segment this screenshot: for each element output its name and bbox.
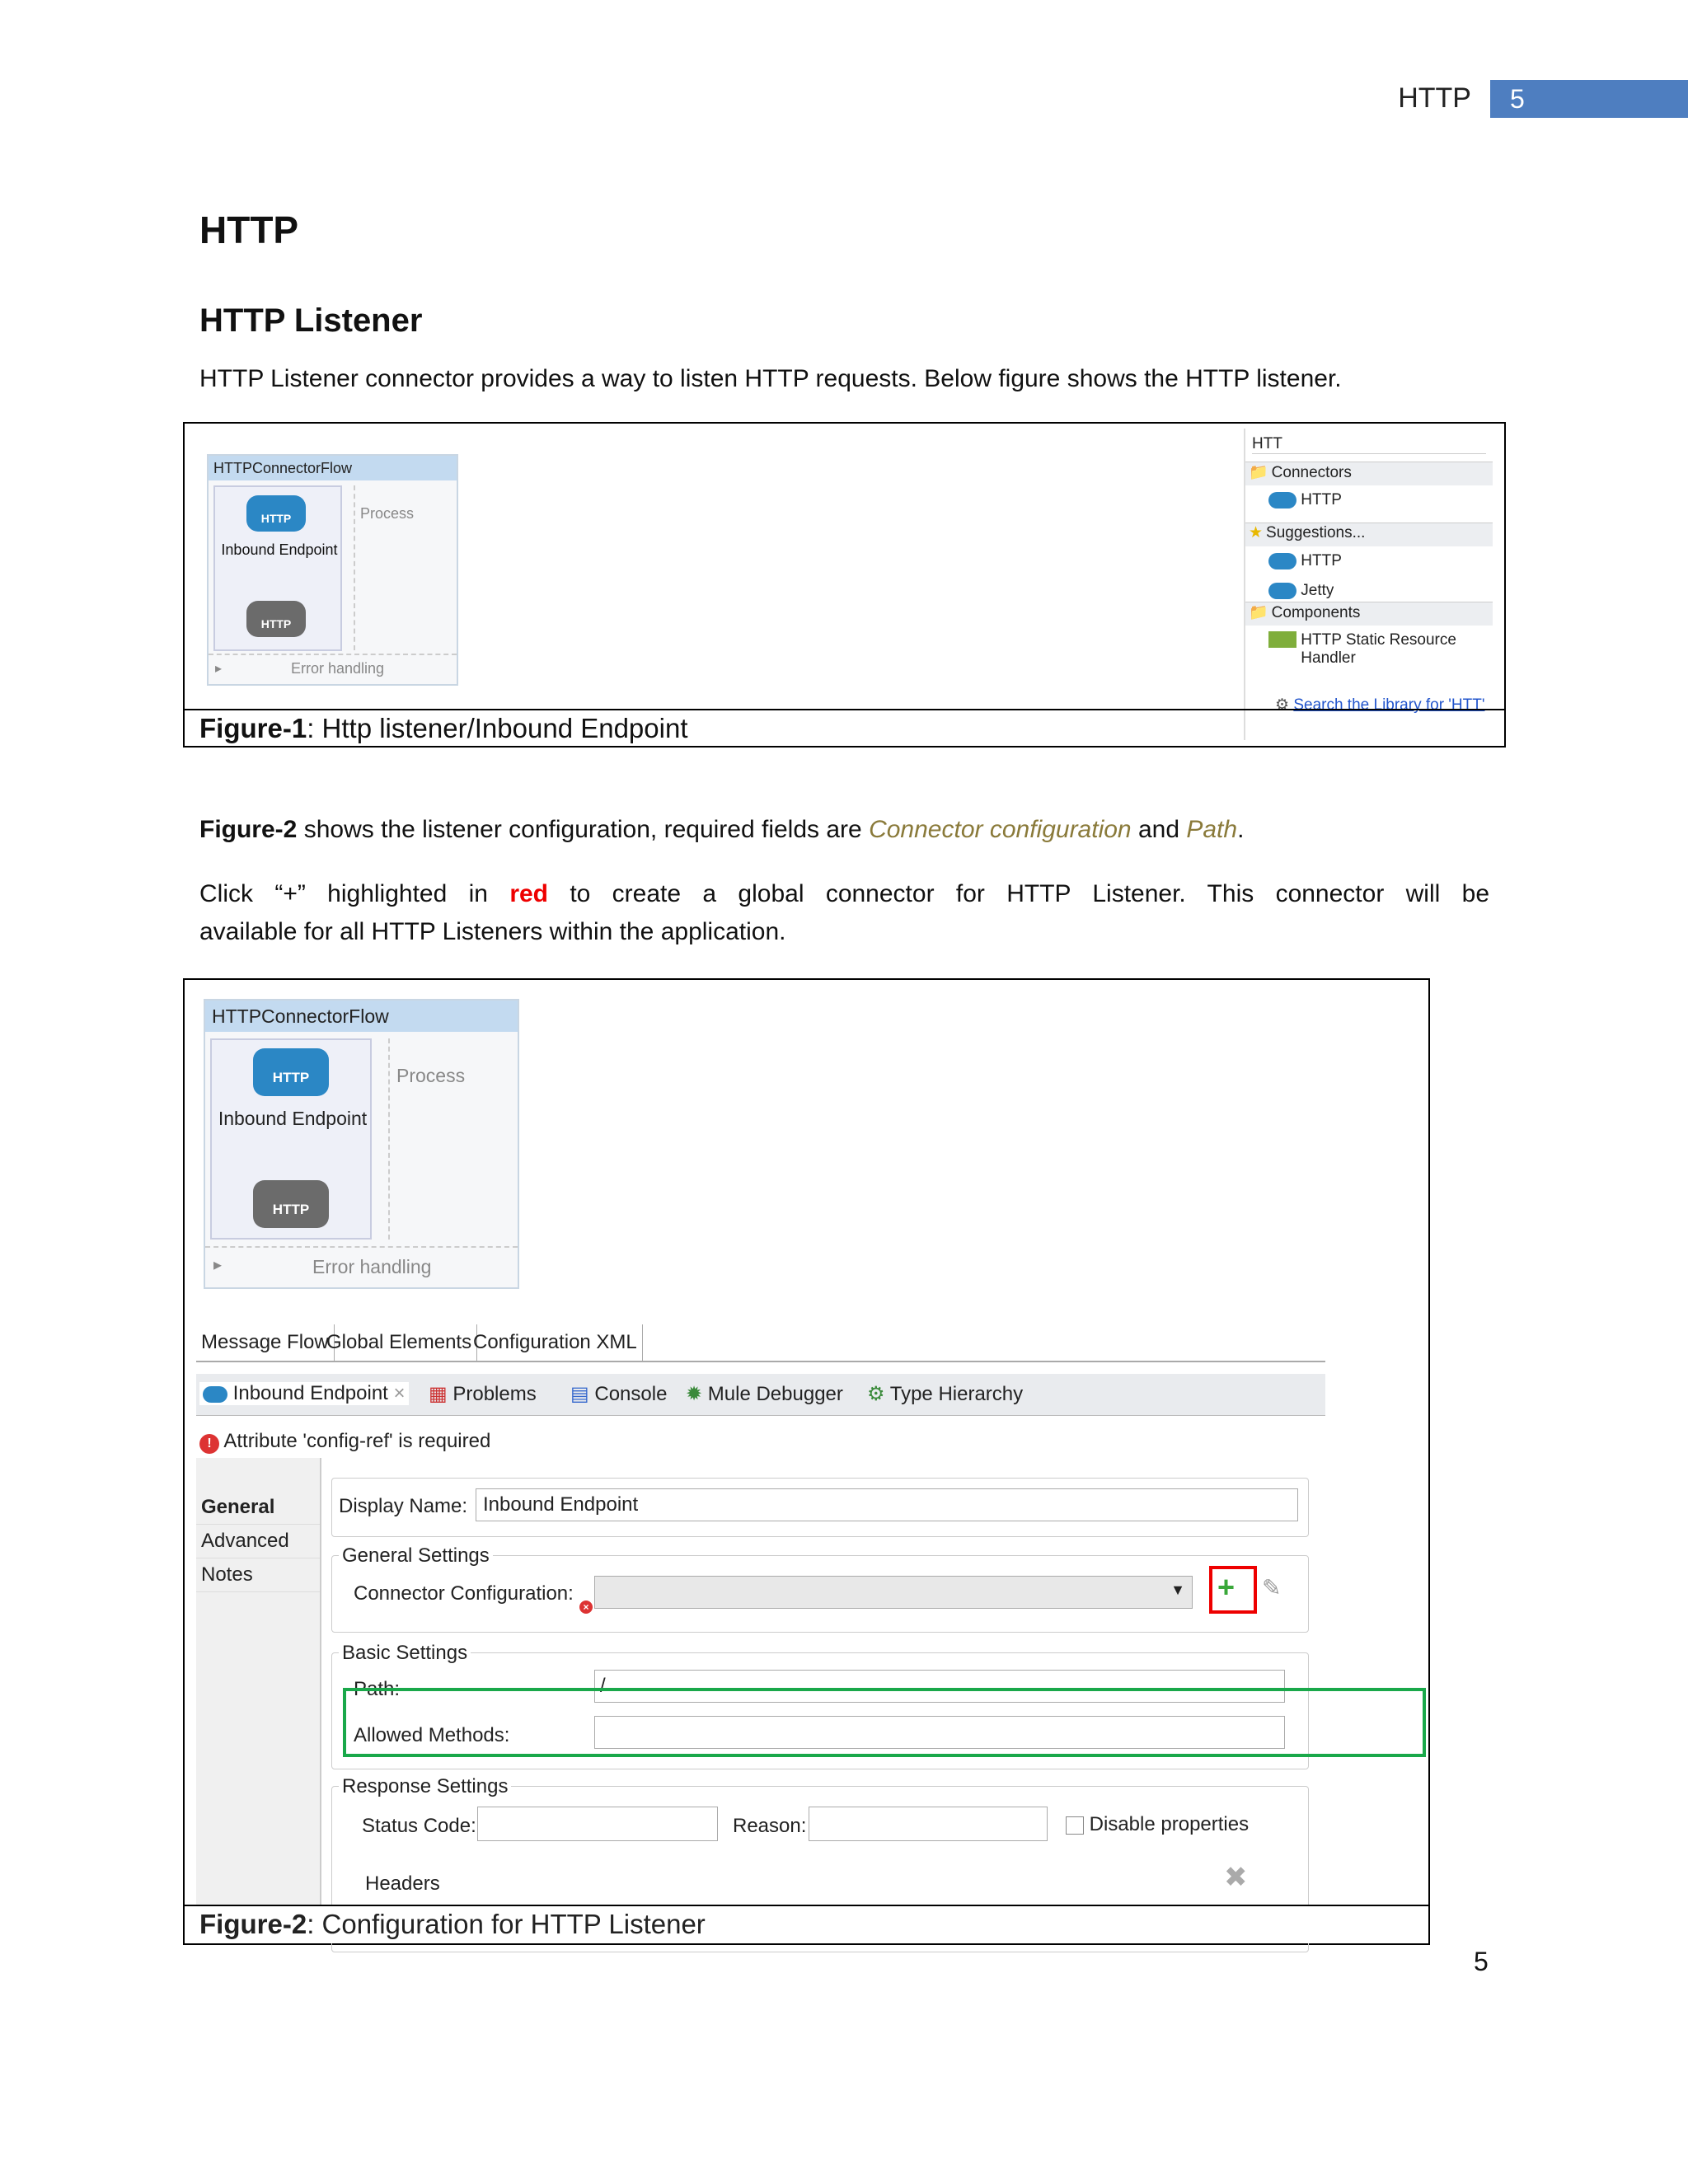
divider <box>354 485 355 650</box>
view-label: Inbound Endpoint <box>232 1382 388 1404</box>
palette-item-http[interactable] <box>1268 552 1342 570</box>
view-tab-mule-debugger[interactable] <box>686 1382 843 1406</box>
http-icon <box>1268 492 1296 509</box>
http-globe-icon: HTTP <box>246 495 306 532</box>
section-label: Components <box>1271 604 1361 621</box>
palette-item-jetty[interactable] <box>1268 582 1334 600</box>
add-connector-button[interactable] <box>1209 1566 1257 1614</box>
highlight-text: Connector configuration <box>869 816 1132 843</box>
reason-input[interactable] <box>809 1807 1048 1841</box>
highlight-text: Path <box>1186 816 1238 843</box>
checkbox-box <box>1066 1816 1084 1835</box>
expand-arrow-icon[interactable]: ▸ <box>213 1256 223 1274</box>
error-text: Attribute 'config-ref' is required <box>223 1430 491 1452</box>
item-label: HTTP <box>1301 491 1342 509</box>
divider <box>209 654 457 655</box>
response-settings-label: Response Settings <box>339 1775 511 1798</box>
gear-icon: ⚙ <box>1275 696 1290 714</box>
text-run: shows the listener configuration, required fields are <box>297 816 870 843</box>
flow-title: HTTPConnectorFlow <box>205 1001 518 1032</box>
figure-2 <box>183 978 1430 1945</box>
inbound-endpoint-box[interactable] <box>213 485 342 651</box>
basic-settings-label: Basic Settings <box>339 1642 471 1665</box>
chevron-down-icon: ▼ <box>1170 1582 1185 1598</box>
problems-icon: ▦ <box>429 1383 448 1405</box>
tab-configuration-xml[interactable]: Configuration XML <box>468 1324 643 1361</box>
general-settings-label: General Settings <box>339 1544 493 1568</box>
view-tab-inbound-endpoint[interactable] <box>199 1382 409 1405</box>
caption-label: Figure-2 <box>199 1909 307 1939</box>
text-run: Click “+” highlighted in <box>199 880 510 907</box>
view-label: Console <box>594 1383 668 1405</box>
endpoint-label: Inbound Endpoint <box>218 1108 368 1129</box>
http-gray-icon: HTTP <box>246 601 306 637</box>
error-handling-label: Error handling <box>291 660 385 677</box>
console-icon: ▤ <box>570 1383 589 1405</box>
view-tab-problems[interactable] <box>429 1382 537 1406</box>
process-label: Process <box>396 1065 466 1086</box>
link-text: Search the Library for 'HTT' <box>1293 696 1485 714</box>
view-label: Problems <box>452 1383 537 1405</box>
process-label: Process <box>360 505 415 522</box>
figure-2-intro-paragraph <box>199 811 1244 849</box>
error-message <box>199 1430 490 1454</box>
disable-properties-checkbox[interactable] <box>1066 1813 1249 1836</box>
palette-panel <box>1244 429 1493 740</box>
editor-tabs <box>196 1324 1325 1362</box>
view-label: Mule Debugger <box>707 1383 843 1405</box>
palette-item-http[interactable] <box>1268 491 1342 509</box>
item-label: Jetty <box>1301 582 1334 599</box>
text-run: to create a global connector for HTTP Listener. This connector will be <box>548 880 1490 907</box>
headers-label: Headers <box>365 1872 440 1895</box>
running-header-page-number: 5 <box>1490 80 1688 118</box>
display-name-input[interactable]: Inbound Endpoint <box>476 1488 1298 1521</box>
allowed-methods-label: Allowed Methods: <box>354 1724 510 1746</box>
error-handling-label: Error handling <box>312 1256 432 1277</box>
click-instruction-line1 <box>199 875 1489 913</box>
tab-message-flow[interactable]: Message Flow <box>196 1324 335 1361</box>
palette-section-suggestions[interactable] <box>1245 523 1493 546</box>
connector-config-select[interactable] <box>594 1576 1193 1609</box>
divider <box>388 1038 390 1240</box>
required-error-icon: × <box>579 1601 593 1614</box>
flow-panel <box>207 454 458 686</box>
http-gray-icon: HTTP <box>253 1180 329 1228</box>
properties-sidebar <box>196 1458 321 1943</box>
display-name-label: Display Name: <box>339 1495 468 1517</box>
views-bar <box>196 1374 1325 1416</box>
required-fields-highlight <box>343 1688 1426 1757</box>
divider <box>205 1246 518 1248</box>
sidebar-item-notes[interactable]: Notes <box>196 1558 320 1592</box>
caption-text: : Configuration for HTTP Listener <box>307 1909 706 1939</box>
tab-global-elements[interactable]: Global Elements <box>321 1324 477 1361</box>
remove-icon[interactable]: ✖ <box>1224 1862 1248 1893</box>
inbound-endpoint-box[interactable] <box>210 1038 372 1240</box>
figure-2-caption <box>185 1905 1428 1943</box>
endpoint-label: Inbound Endpoint <box>221 541 338 558</box>
palette-item-static-resource[interactable] <box>1268 631 1466 668</box>
edit-icon[interactable]: ✎ <box>1262 1575 1282 1601</box>
view-tab-console[interactable] <box>570 1382 667 1406</box>
section-heading: HTTP <box>199 209 299 251</box>
hierarchy-icon: ⚙ <box>867 1383 885 1405</box>
expand-arrow-icon[interactable]: ▸ <box>215 662 223 676</box>
caption-label: Figure-1 <box>199 713 307 743</box>
caption-text: : Http listener/Inbound Endpoint <box>307 713 688 743</box>
jetty-icon <box>1268 583 1296 599</box>
palette-section-components[interactable] <box>1245 602 1493 626</box>
running-header-title: HTTP <box>1398 82 1471 114</box>
flow-title: HTTPConnectorFlow <box>209 456 457 480</box>
text-run: . <box>1237 816 1245 843</box>
figure-ref: Figure-2 <box>199 816 298 843</box>
status-code-input[interactable] <box>477 1807 718 1841</box>
general-settings-group <box>331 1544 1309 1633</box>
plus-icon: + <box>1217 1570 1236 1604</box>
checkbox-label: Disable properties <box>1089 1813 1250 1835</box>
path-input[interactable]: / <box>594 1670 1285 1703</box>
error-icon: ! <box>199 1434 219 1454</box>
folder-icon: 📁 <box>1249 604 1268 621</box>
http-icon <box>1268 553 1296 569</box>
connector-config-label: Connector Configuration: <box>354 1582 574 1605</box>
palette-section-connectors[interactable] <box>1245 462 1493 485</box>
view-label: Type Hierarchy <box>889 1383 1024 1405</box>
path-label: Path: <box>354 1678 401 1700</box>
section-label: Connectors <box>1271 464 1352 481</box>
http-globe-icon: HTTP <box>253 1048 329 1096</box>
text-run: and <box>1131 816 1187 843</box>
flow-panel <box>204 999 519 1289</box>
item-label: HTTP Static Resource Handler <box>1301 631 1456 667</box>
click-instruction-line2: available for all HTTP Listeners within the application. <box>199 918 786 945</box>
palette-search-input[interactable]: HTT <box>1252 435 1486 454</box>
folder-icon: 📁 <box>1249 464 1268 481</box>
sidebar-item-advanced[interactable]: Advanced <box>196 1525 320 1558</box>
star-icon: ★ <box>1249 524 1264 541</box>
bug-icon: ✹ <box>686 1383 703 1405</box>
section-label: Suggestions... <box>1266 524 1366 541</box>
figure-1 <box>183 422 1506 748</box>
red-text: red <box>509 880 548 907</box>
display-name-group <box>331 1478 1309 1537</box>
close-icon[interactable]: × <box>393 1382 406 1404</box>
page-number: 5 <box>1474 1947 1489 1976</box>
reason-label: Reason: <box>733 1815 807 1837</box>
figure-1-caption <box>185 709 1504 746</box>
component-icon <box>1268 631 1296 648</box>
view-tab-type-hierarchy[interactable] <box>867 1382 1023 1406</box>
item-label: HTTP <box>1301 552 1342 569</box>
subsection-heading: HTTP Listener <box>199 302 423 339</box>
sidebar-item-general[interactable]: General <box>196 1491 320 1525</box>
status-code-label: Status Code: <box>362 1815 476 1837</box>
intro-paragraph: HTTP Listener connector provides a way to listen HTTP requests. Below figure shows the HTTP listener. <box>199 365 1342 392</box>
http-icon <box>203 1386 227 1403</box>
